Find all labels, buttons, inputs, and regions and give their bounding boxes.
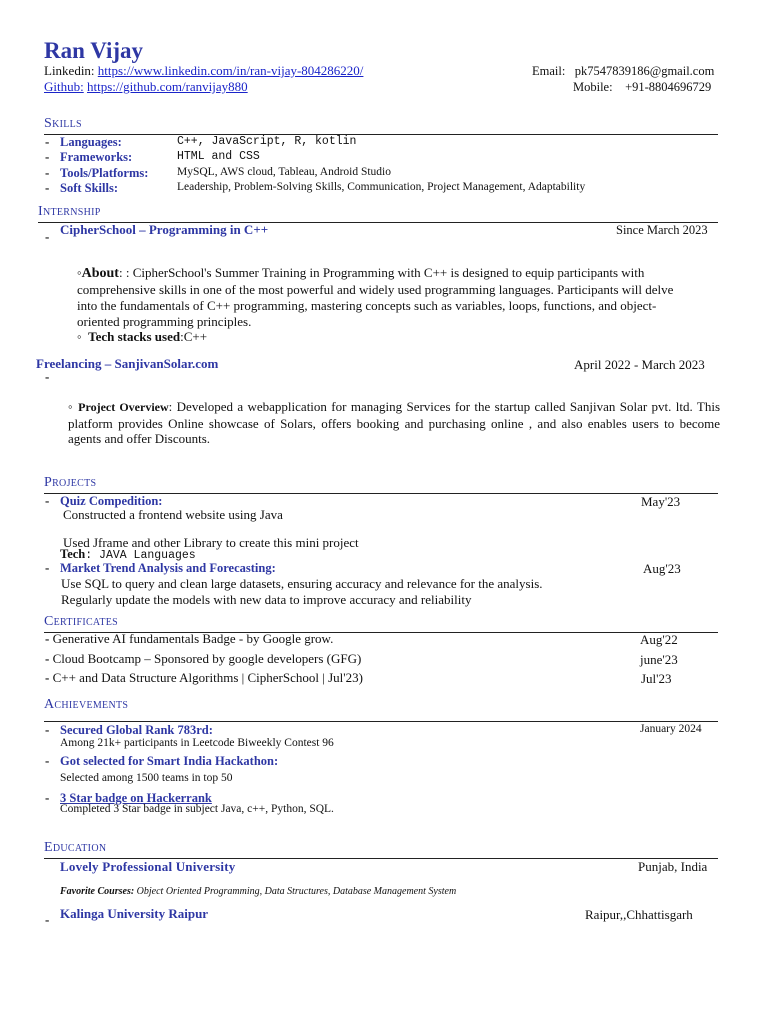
bullet: - <box>45 369 50 384</box>
certificate-date: Jul'23 <box>641 671 672 686</box>
project-tech <box>60 547 196 562</box>
linkedin-link[interactable]: https://www.linkedin.com/in/ran-vijay-804286220/ <box>97 63 364 78</box>
bullet: - <box>45 790 50 805</box>
bullet: - <box>45 493 50 508</box>
bullet: - <box>45 165 50 180</box>
project-name: Market Trend Analysis and Forecasting: <box>60 561 276 575</box>
skill-value: Leadership, Problem-Solving Skills, Communication, Project Management, Adaptability <box>177 181 586 193</box>
about-label: About <box>81 266 119 281</box>
section-title-achievements: Achievements <box>44 697 129 712</box>
certificate-text: Generative AI fundamentals Badge - by Google grow. <box>52 631 334 646</box>
github-line <box>44 79 248 95</box>
certificate-text: C++ and Data Structure Algorithms | CipherSchool | Jul'23) <box>52 670 363 685</box>
mobile-value: +91-8804696729 <box>625 80 712 94</box>
skill-label: Languages: <box>60 135 122 149</box>
internship-date: Since March 2023 <box>616 223 708 237</box>
achievement-desc: Selected among 1500 teams in top 50 <box>60 772 233 784</box>
school-name: Kalinga University Raipur <box>60 906 209 921</box>
candidate-name: Ran Vijay <box>44 38 144 63</box>
bullet: - <box>45 753 50 768</box>
mobile-line <box>573 80 711 95</box>
internship-tech <box>77 329 207 345</box>
freelancing-overview <box>68 399 720 447</box>
achievement-date: January 2024 <box>640 723 702 735</box>
circle-bullet: ◦ <box>77 329 82 344</box>
favorite-courses <box>60 886 456 897</box>
bullet: - <box>45 722 50 737</box>
email-label: Email: <box>532 64 566 78</box>
school-location: Raipur,,Chhattisgarh <box>585 907 693 922</box>
linkedin-label: Linkedin: <box>44 63 95 78</box>
project-name: Quiz Compedition: <box>60 494 163 508</box>
section-title-skills: Skills <box>44 116 82 131</box>
about-text: : : CipherSchool's Summer Training in Programming with C++ is designed to equip participants with comprehensive skills in one of the most powerful and widely used programming languages. Participants will delve into the fundamentals of C++ programming, mastering concepts such as variables, loops, functions, and object-oriented programming principles. <box>77 265 674 329</box>
certificate-date: Aug'22 <box>640 632 678 647</box>
bullet: - <box>45 149 50 164</box>
project-line: Used Jframe and other Library to create this mini project <box>63 535 359 550</box>
bullet: - <box>45 670 50 685</box>
bullet: - <box>45 134 50 149</box>
mobile-label: Mobile: <box>573 80 613 94</box>
tech-value: :C++ <box>180 329 208 344</box>
school-location: Punjab, India <box>638 859 708 874</box>
github-label[interactable]: Github: <box>44 79 84 94</box>
certificate-item <box>45 670 363 686</box>
divider <box>44 134 718 135</box>
skill-value: MySQL, AWS cloud, Tableau, Android Studio <box>177 166 392 178</box>
achievement-title: Got selected for Smart India Hackathon: <box>60 754 279 768</box>
certificate-text: Cloud Bootcamp – Sponsored by google developers (GFG) <box>52 651 362 666</box>
skill-value: HTML and CSS <box>177 150 260 163</box>
project-line: Regularly update the models with new data to improve accuracy and reliability <box>61 592 472 607</box>
bullet: - <box>45 631 50 646</box>
bullet: - <box>45 180 50 195</box>
project-date: May'23 <box>641 494 681 509</box>
freelancing-role: Freelancing – SanjivanSolar.com <box>36 356 219 371</box>
bullet: - <box>45 651 50 666</box>
certificate-date: june'23 <box>640 652 678 667</box>
project-date: Aug'23 <box>643 561 681 576</box>
achievement-title: Secured Global Rank 783rd: <box>60 723 213 737</box>
certificate-item <box>45 631 333 647</box>
section-title-certificates: Certificates <box>44 614 119 629</box>
bullet: - <box>45 912 50 927</box>
section-title-projects: Projects <box>44 475 97 490</box>
achievement-desc: Completed 3 Star badge in subject Java, c++, Python, SQL. <box>60 803 334 815</box>
circle-bullet: ◦ <box>68 399 74 414</box>
certificate-item <box>45 651 361 667</box>
section-title-internship: Internship <box>38 204 101 219</box>
project-tech-label: Tech <box>60 547 86 561</box>
bullet: - <box>45 560 50 575</box>
freelancing-date: April 2022 - March 2023 <box>574 357 705 372</box>
overview-label: Project Overview <box>78 400 169 414</box>
project-line: Use SQL to query and clean large datasets, ensuring accuracy and relevance for the analysis. <box>61 576 543 591</box>
email-line <box>532 64 714 79</box>
courses-value: Object Oriented Programming, Data Structures, Database Management System <box>134 886 457 897</box>
skill-label: Soft Skills: <box>60 181 119 195</box>
project-line: Constructed a frontend website using Java <box>63 507 283 522</box>
github-link[interactable]: https://github.com/ranvijay880 <box>86 79 248 94</box>
internship-about <box>77 265 677 330</box>
courses-label: Favorite Courses: <box>60 886 135 897</box>
section-title-education: Education <box>44 840 107 855</box>
internship-role: CipherSchool – Programming in C++ <box>60 222 269 237</box>
email-value[interactable]: pk7547839186@gmail.com <box>574 64 715 78</box>
divider <box>44 721 718 722</box>
school-name: Lovely Professional University <box>60 859 236 874</box>
project-tech-value: : JAVA Languages <box>85 549 196 562</box>
achievement-desc: Among 21k+ participants in Leetcode Biweekly Contest 96 <box>60 737 334 749</box>
tech-label: Tech stacks used <box>88 329 181 344</box>
skill-label: Tools/Platforms: <box>60 166 149 180</box>
linkedin-line <box>44 63 363 79</box>
overview-text: : Developed a webapplication for managing Services for the startup called Sanjivan Solar pvt. ltd. This platform provides Online showcase of Solars, offers booking and purchasing online , and also enables users to become agents and offer Discounts. <box>68 399 721 446</box>
skill-label: Frameworks: <box>60 150 133 164</box>
skill-value: C++, JavaScript, R, kotlin <box>177 135 357 148</box>
bullet: - <box>45 229 50 244</box>
circle-bullet: ◦ <box>77 265 82 280</box>
achievement-title[interactable]: 3 Star badge on Hackerrank <box>60 791 212 805</box>
